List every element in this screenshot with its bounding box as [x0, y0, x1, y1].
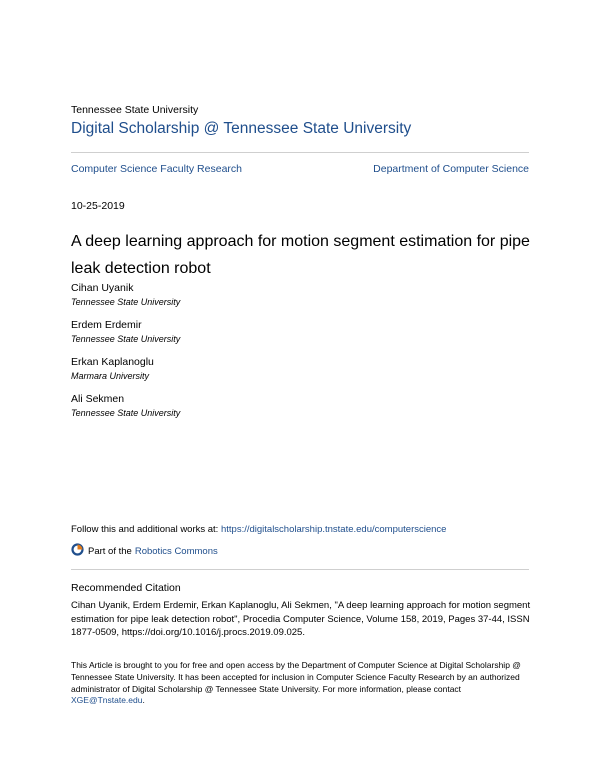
- network-commons-icon: [71, 543, 88, 559]
- part-of-prefix: Part of the: [88, 545, 132, 557]
- author-name: Ali Sekmen: [71, 393, 125, 405]
- department-link[interactable]: Department of Computer Science: [373, 163, 529, 175]
- citation-text: Cihan Uyanik, Erdem Erdemir, Erkan Kaplanoglu, Ali Sekmen, "A deep learning approach for motion segment estimation for pipe leak detection robot", Procedia Computer Science, Volume 158, 2019, Pages 37-44, ISSN 1877-0509, https://doi.org/10.1016/j.procs.2019.09.025.: [71, 600, 531, 638]
- follow-url-link[interactable]: https://digitalscholarship.tnstate.edu/computerscience: [220, 524, 447, 535]
- divider-bottom: [71, 569, 529, 570]
- access-notice: [71, 660, 533, 707]
- citation-heading: Recommended Citation: [71, 582, 181, 594]
- institution-name: Tennessee State University: [71, 104, 199, 116]
- author-affiliation: Tennessee State University: [71, 408, 181, 418]
- author-affiliation: Marmara University: [71, 371, 150, 381]
- part-of-line: [71, 543, 218, 559]
- author-name: Erkan Kaplanoglu: [71, 356, 154, 368]
- robotics-commons-link[interactable]: Robotics Commons: [134, 545, 218, 557]
- repository-link[interactable]: Digital Scholarship @ Tennessee State University: [71, 120, 412, 137]
- collection-link[interactable]: Computer Science Faculty Research: [71, 163, 242, 175]
- divider-top: [71, 152, 529, 153]
- author-affiliation: Tennessee State University: [71, 334, 181, 344]
- contact-email-link[interactable]: XGE@Tnstate.edu: [71, 695, 143, 706]
- author-name: Erdem Erdemir: [71, 319, 142, 331]
- follow-prefix: Follow this and additional works at:: [71, 524, 221, 535]
- notice-text: This Article is brought to you for free and open access by the Department of Computer Science at Digital Scholarship @ Tennessee State University. It has been accepted for inclusion in Computer Science Faculty Research by an authorized administrator of Digital Scholarship @ Tennessee State University. For more information, please contact: [71, 660, 521, 694]
- author-name: Cihan Uyanik: [71, 282, 134, 294]
- follow-line: [71, 524, 446, 535]
- publication-date: 10-25-2019: [71, 200, 125, 212]
- author-affiliation: Tennessee State University: [71, 297, 181, 307]
- notice-suffix: .: [142, 695, 145, 706]
- article-title: A deep learning approach for motion segment estimation for pipe leak detection robot: [71, 233, 530, 277]
